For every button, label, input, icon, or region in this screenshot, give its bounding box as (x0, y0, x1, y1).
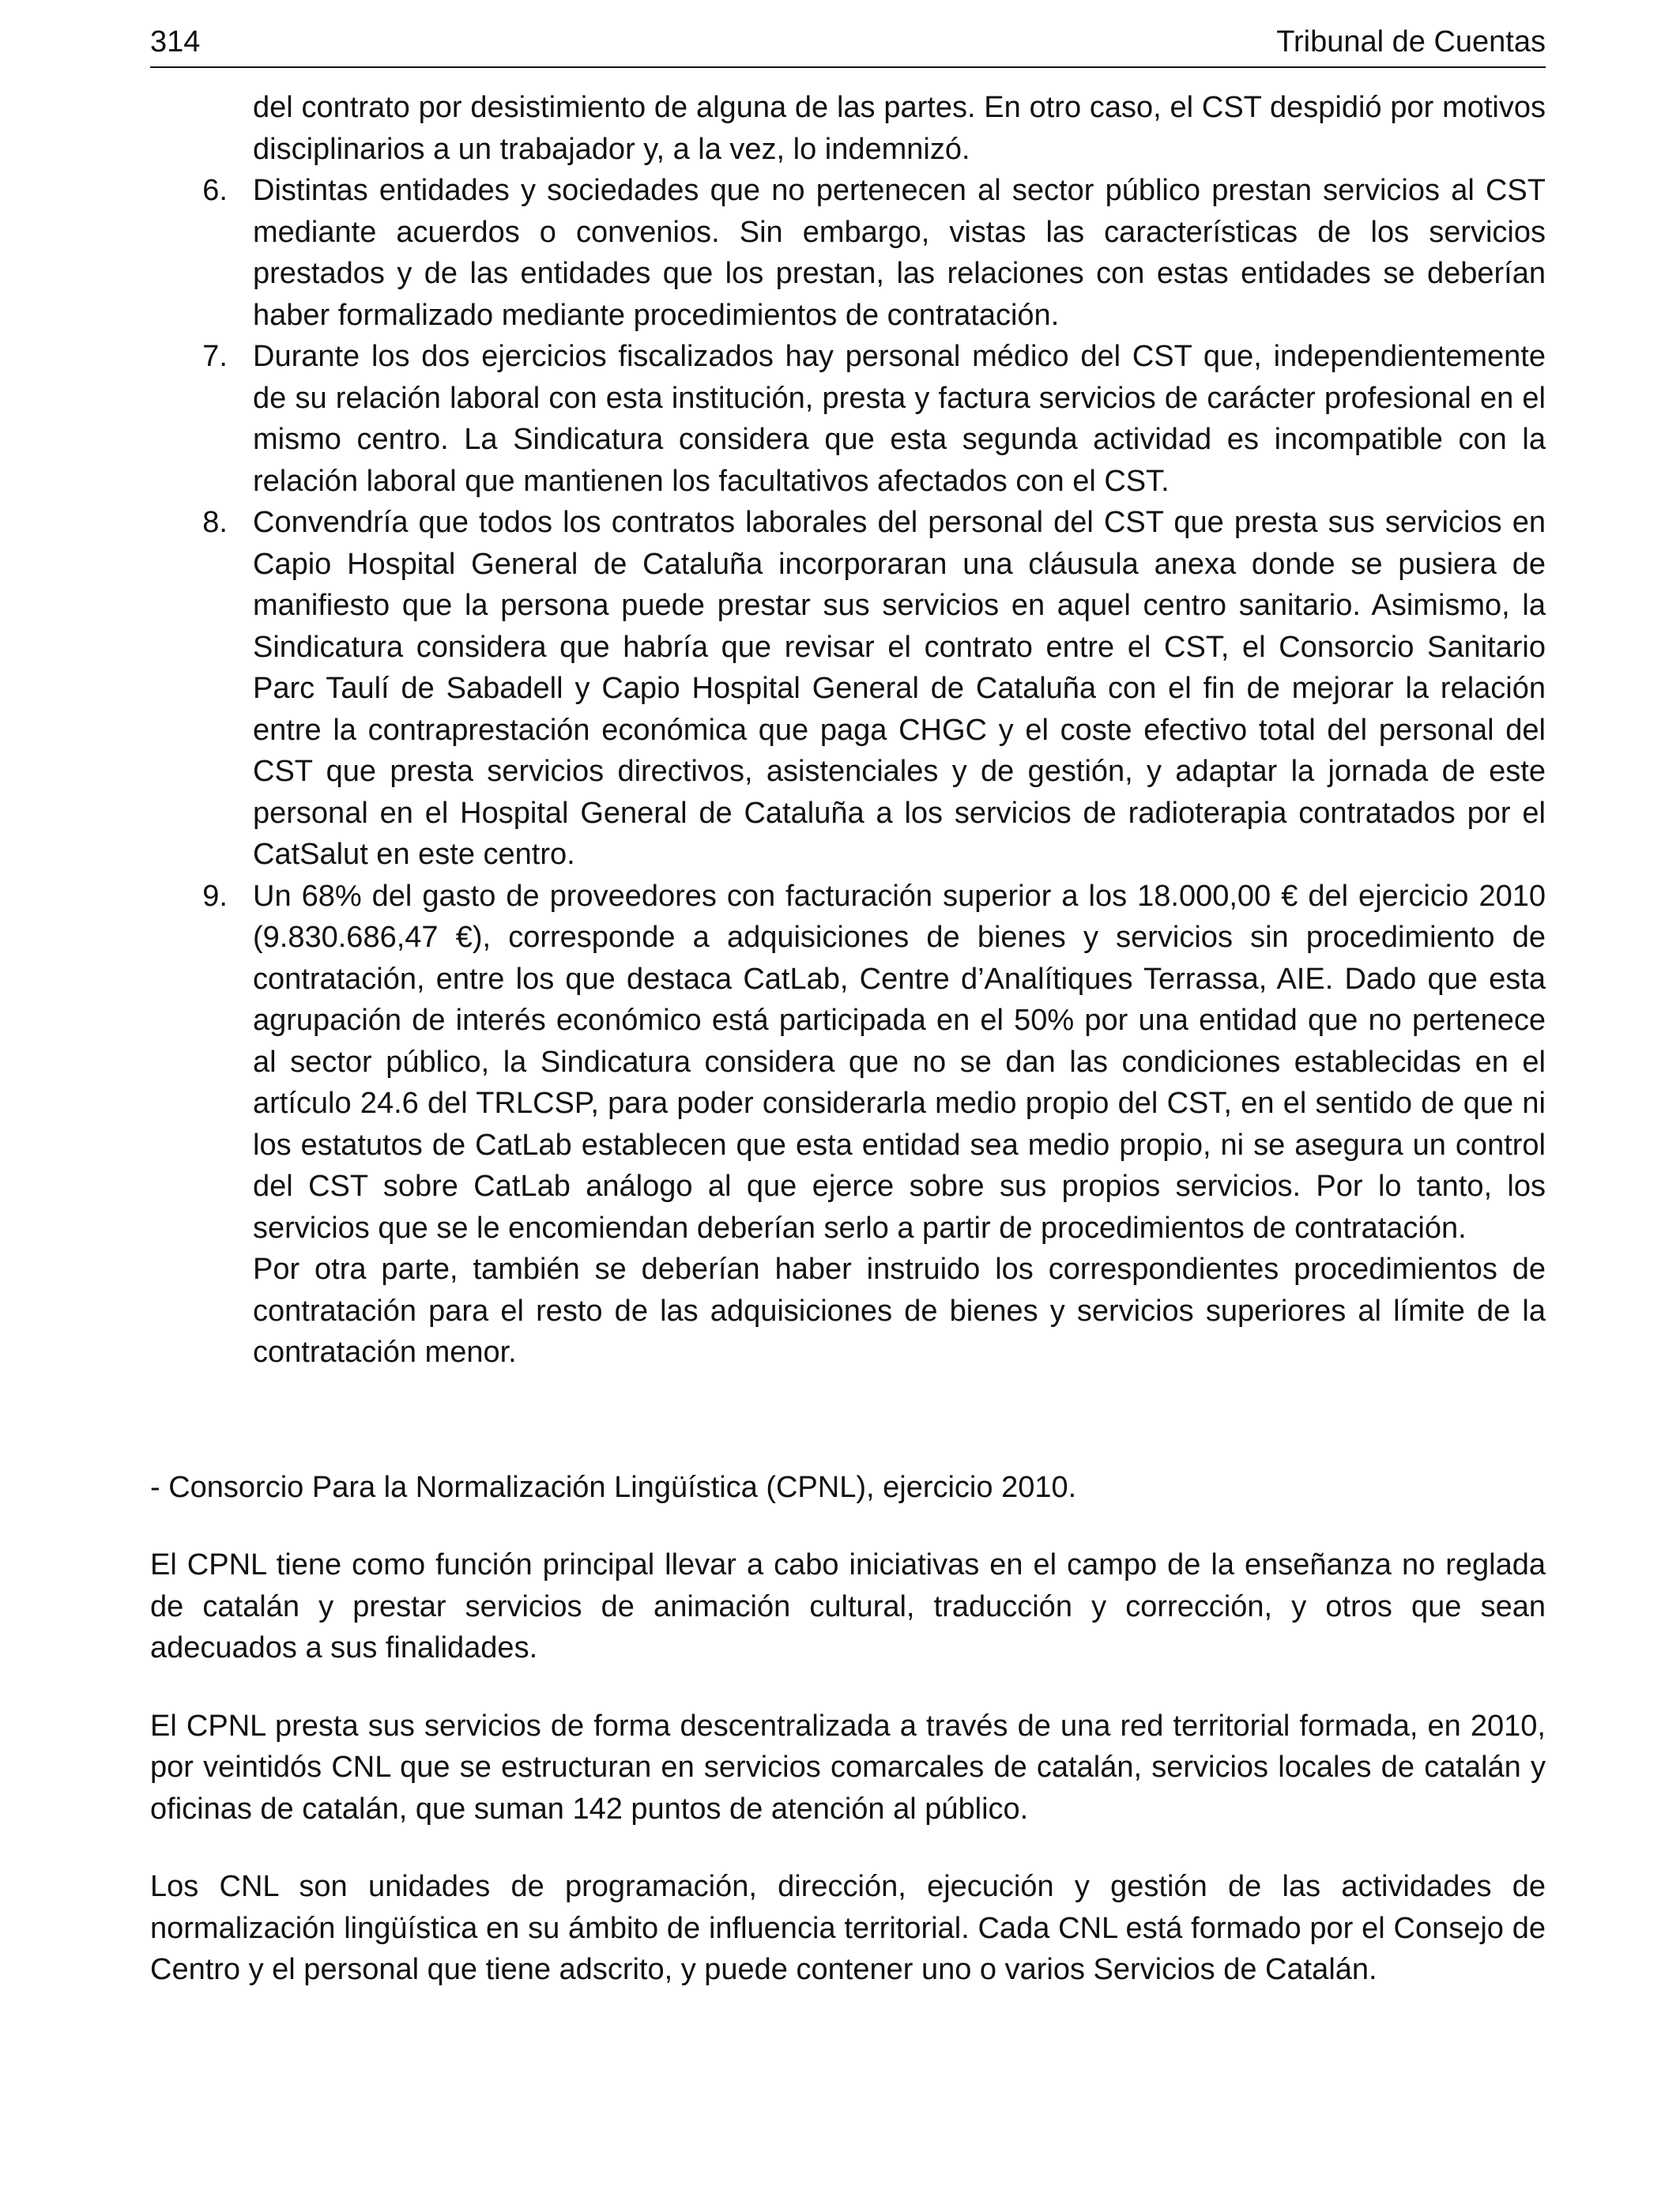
continuation-paragraph: del contrato por desistimiento de alguna de las partes. En otro caso, el CST despidió por motivos disciplinarios a un trabajador y, a la vez, lo indemnizó. (253, 91, 1546, 166)
finding-text: Distintas entidades y sociedades que no pertenecen al sector público prestan servicios al CST mediante acuerdos o convenios. Sin embargo, vistas las características de los servicios prestados y de las entidades que los prestan, las relaciones con estas entidades se deberían haber formalizado mediante procedimientos de contratación. (253, 174, 1546, 332)
finding-9-followup: Por otra parte, también se deberían haber instruido los correspondientes procedimientos de contratación para el resto de las adquisiciones de bienes y servicios superiores al límite de la contratación menor. (253, 1253, 1546, 1369)
finding-text: Durante los dos ejercicios fiscalizados hay personal médico del CST que, independientemente de su relación laboral con esta institución, presta y factura servicios de carácter profesional en el mismo centro. La Sindicatura considera que esta segunda actividad es incompatible con la relación laboral que mantienen los facultativos afectados con el CST. (253, 340, 1546, 498)
finding-number: 6. (202, 174, 228, 207)
findings-list (202, 87, 1546, 1374)
running-header (150, 22, 1546, 68)
finding-text: Un 68% del gasto de proveedores con facturación superior a los 18.000,00 € del ejercicio 2010 (9.830.686,47 €), corresponde a adquisiciones de bienes y servicios sin procedimiento de contratación, entre los que destaca CatLab, Centre d’Analítiques Terrassa, AIE. Dado que esta agrupación de interés económico está participada en el 50% por una entidad que no pertenece al sector público, la Sindicatura considera que no se dan las condiciones establecidas en el artículo 24.6 del TRLCSP, para poder considerarla medio propio del CST, en el sentido de que ni los estatutos de CatLab establecen que esta entidad sea medio propio, ni se asegura un control del CST sobre CatLab análogo al que ejerce sobre sus propios servicios. Por lo tanto, los servicios que se le encomiendan deberían serlo a partir de procedimientos de contratación. (253, 879, 1546, 1245)
finding-item-7 (202, 336, 1546, 502)
section-paragraph-3: Los CNL son unidades de programación, dirección, ejecución y gestión de las actividades de normalización lingüística en su ámbito de influencia territorial. Cada CNL está formado por el Consejo de Centro y el personal que tiene adscrito, y puede contener uno o varios Servicios de Catalán. (150, 1870, 1546, 1986)
finding-item-6 (202, 170, 1546, 336)
finding-number: 9. (202, 879, 228, 913)
finding-item-9 (202, 876, 1546, 1250)
running-title: Tribunal de Cuentas (1276, 25, 1546, 58)
finding-item-8 (202, 502, 1546, 876)
finding-number: 7. (202, 340, 228, 373)
document-page (150, 22, 1546, 1991)
page-number: 314 (150, 25, 201, 58)
finding-number: 8. (202, 506, 228, 539)
section-paragraph-2: El CPNL presta sus servicios de forma descentralizada a través de una red territorial formada, en 2010, por veintidós CNL que se estructuran en servicios comarcales de catalán, servicios locales de catalán y oficinas de catalán, que suman 142 puntos de atención al público. (150, 1709, 1546, 1826)
section-heading: - Consorcio Para la Normalización Lingüística (CPNL), ejercicio 2010. (150, 1470, 1077, 1504)
section-paragraph-1: El CPNL tiene como función principal llevar a cabo iniciativas en el campo de la enseñanza no reglada de catalán y prestar servicios de animación cultural, traducción y corrección, y otros que sean adecuados a sus finalidades. (150, 1548, 1546, 1664)
finding-text: Convendría que todos los contratos laborales del personal del CST que presta sus servicios en Capio Hospital General de Cataluña incorporaran una cláusula anexa donde se pusiera de manifiesto que la persona puede prestar sus servicios en aquel centro sanitario. Asimismo, la Sindicatura considera que habría que revisar el contrato entre el CST, el Consorcio Sanitario Parc Taulí de Sabadell y Capio Hospital General de Cataluña con el fin de mejorar la relación entre la contraprestación económica que paga CHGC y el coste efectivo total del personal del CST que presta servicios directivos, asistenciales y de gestión, y adaptar la jornada de este personal en el Hospital General de Cataluña a los servicios de radioterapia contratados por el CatSalut en este centro. (253, 506, 1546, 871)
